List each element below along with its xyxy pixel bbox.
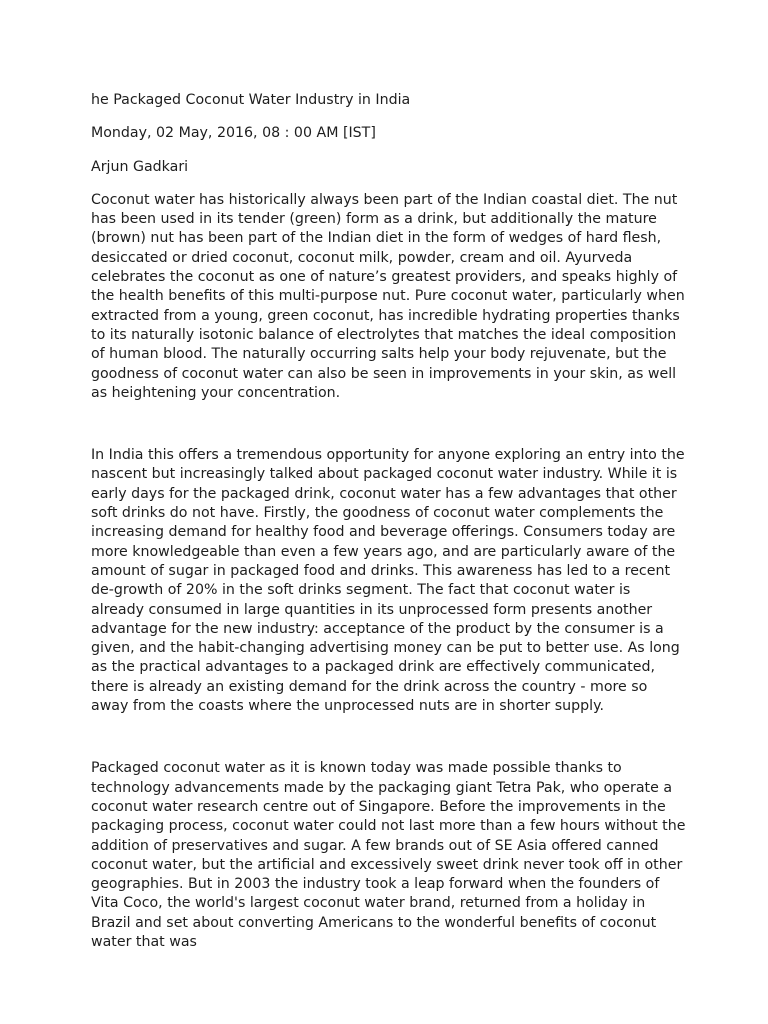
paragraph-3: Packaged coconut water as it is known today was made possible thanks to technology advancements made by the packaging giant Tetra Pak, who operate a coconut water research centre out of Singapore. Before the improvements in the packaging process, coconut water could not last more than a few hours without the addition of preservatives and sugar. A few brands out of SE Asia offered canned coconut water, but the artificial and excessively sweet drink never took off in other geographies. But in 2003 the industry took a leap forward when the founders of Vita Coco, the world's largest coconut water brand, returned from a holiday in Brazil and set about converting Americans to the wonderful benefits of coconut water that was — [91, 760, 686, 950]
paragraph-spacer — [91, 403, 687, 446]
paragraph-2: In India this offers a tremendous opportunity for anyone exploring an entry into the nascent but increasingly talked about packaged coconut water industry. While it is early days for the packaged drink, coconut water has a few advantages that other soft drinks do not have. Firstly, the goodness of coconut water complements the increasing demand for healthy food and beverage offerings. Consumers today are more knowledgeable than even a few years ago, and are particularly aware of the amount of sugar in packaged food and drinks. This awareness has led to a recent de-growth of 20% in the soft drinks segment. The fact that coconut water is already consumed in large quantities in its unprocessed form presents another advantage for the new industry: acceptance of the product by the consumer is a given, and the habit-changing advertising money can be put to better use. As long as the practical advantages to a packaged drink are effectively communicated, there is already an existing demand for the drink across the country - more so away from the coasts where the unprocessed nuts are in shorter supply. — [91, 447, 685, 715]
article-dateline: Monday, 02 May, 2016, 08 : 00 AM [IST] — [91, 125, 376, 142]
article-author: Arjun Gadkari — [91, 158, 189, 175]
paragraph-1: Coconut water has historically always been part of the Indian coastal diet. The nut has been used in its tender (green) form as a drink, but additionally the mature (brown) nut has been part of the Indian diet in the form of wedges of hard flesh, desiccated or dried coconut, coconut milk, powder, cream and oil. Ayurveda celebrates the coconut as one of nature’s greatest providers, and speaks highly of the health benefits of this multi-purpose nut. Pure coconut water, particularly when extracted from a young, green coconut, has incredible hydrating properties thanks to its naturally isotonic balance of electrolytes that matches the ideal composition of human blood. The naturally occurring salts help your body rejuvenate, but the goodness of coconut water can also be seen in improvements in your skin, as well as heightening your concentration. — [91, 191, 685, 401]
article-title: he Packaged Coconut Water Industry in India — [91, 92, 411, 108]
paragraph-spacer — [91, 716, 687, 759]
article-body — [91, 91, 687, 952]
